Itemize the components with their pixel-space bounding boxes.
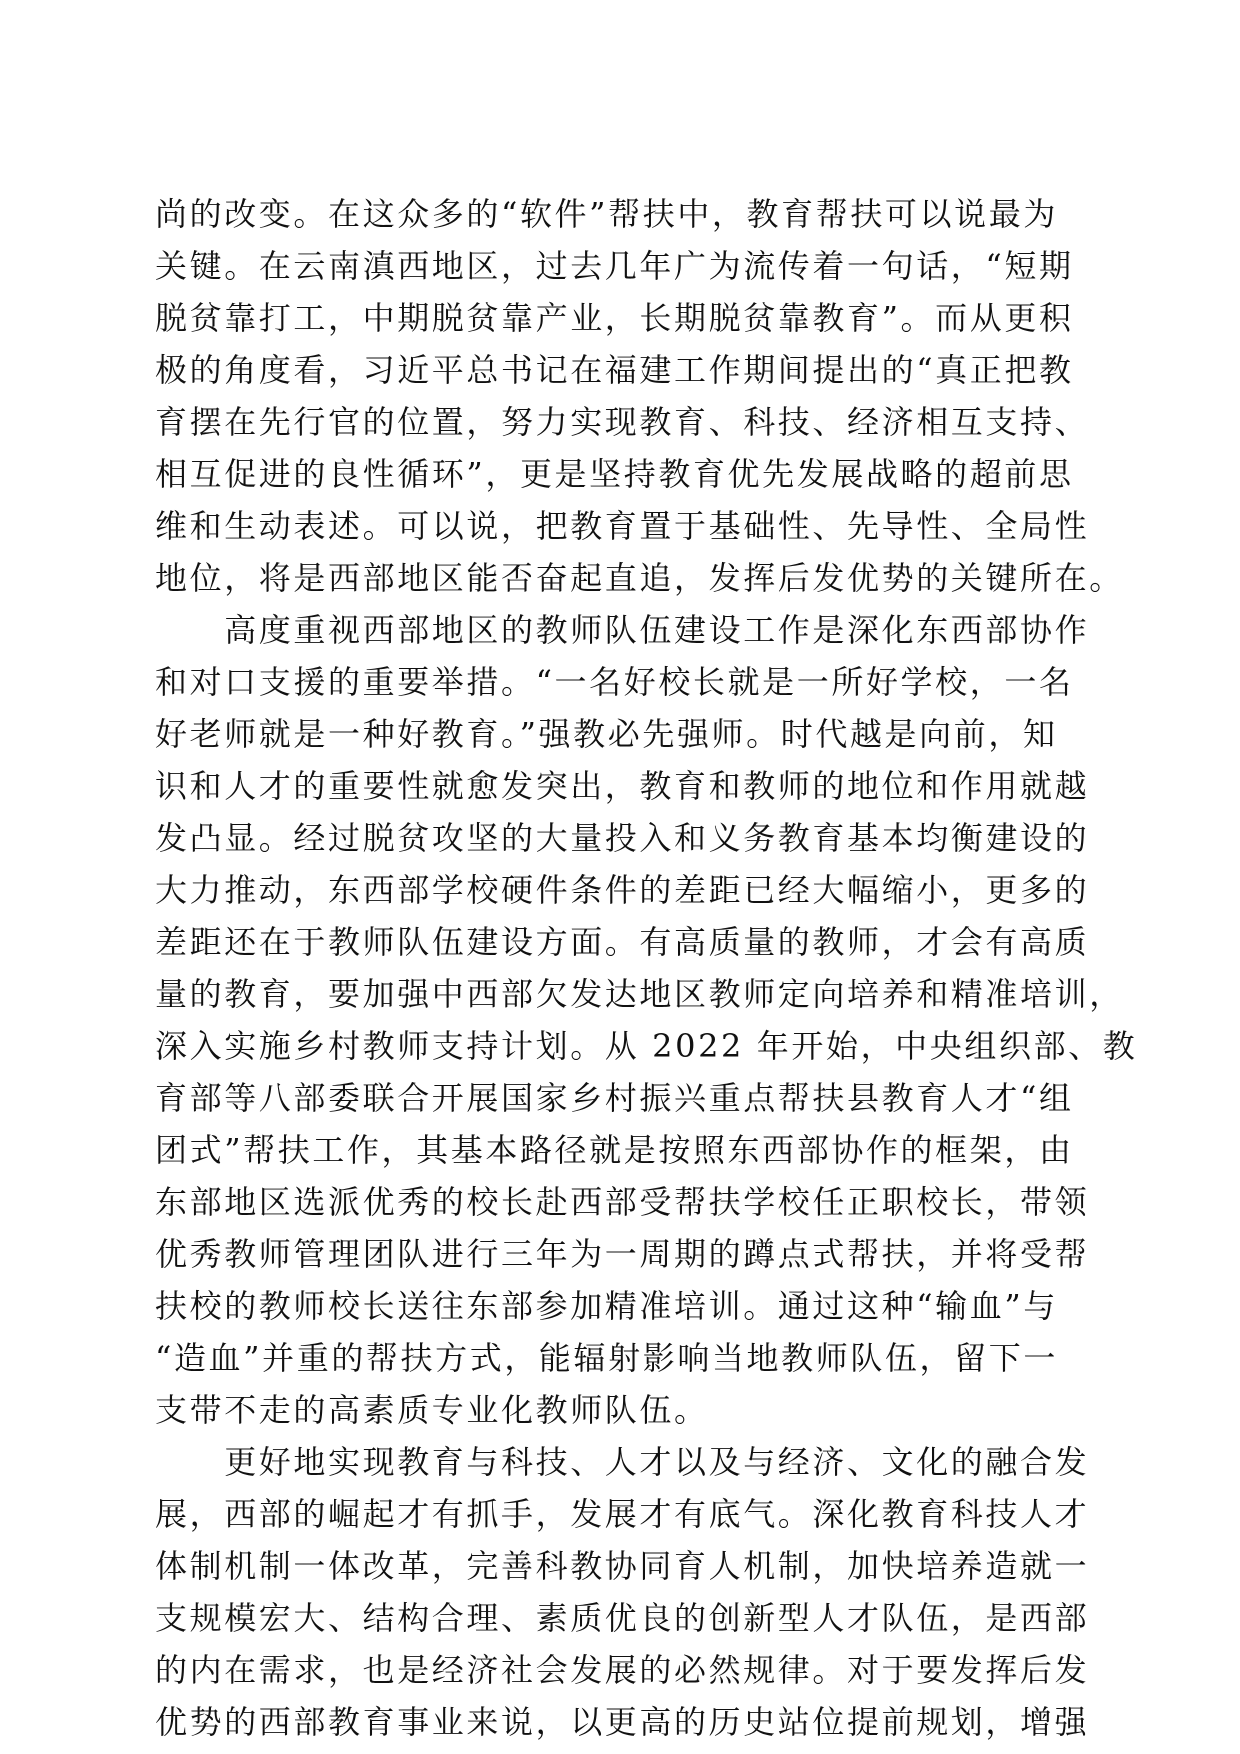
text-line: 育摆在先行官的位置，努力实现教育、科技、经济相互支持、 [155,403,1090,441]
text-line: 优势的西部教育事业来说，以更高的历史站位提前规划，增强 [155,1703,1090,1741]
text-line: 高度重视西部地区的教师队伍建设工作是深化东西部协作 [155,611,1090,649]
text-line: 更好地实现教育与科技、人才以及与经济、文化的融合发 [155,1443,1090,1481]
text-line: 识和人才的重要性就愈发突出，教育和教师的地位和作用就越 [155,767,1090,805]
text-line: 扶校的教师校长送往东部参加精准培训。通过这种“输血”与 [155,1287,1058,1325]
text-line: 支规模宏大、结构合理、素质优良的创新型人才队伍，是西部 [155,1599,1090,1637]
text-line: 支带不走的高素质专业化教师队伍。 [155,1391,709,1429]
text-line: 发凸显。经过脱贫攻坚的大量投入和义务教育基本均衡建设的 [155,819,1090,857]
text-line: 深入实施乡村教师支持计划。从 2022 年开始，中央组织部、教 [155,1027,1138,1065]
text-line: 东部地区选派优秀的校长赴西部受帮扶学校任正职校长，带领 [155,1183,1090,1221]
text-line: 量的教育，要加强中西部欠发达地区教师定向培养和精准培训， [155,975,1124,1013]
text-line: 和对口支援的重要举措。“一名好校长就是一所好学校，一名 [155,663,1074,701]
text-line: 关键。在云南滇西地区，过去几年广为流传着一句话，“短期 [155,247,1074,285]
text-line: 展，西部的崛起才有抓手，发展才有底气。深化教育科技人才 [155,1495,1090,1533]
text-line: 维和生动表述。可以说，把教育置于基础性、先导性、全局性 [155,507,1090,545]
text-line: 团式”帮扶工作，其基本路径就是按照东西部协作的框架，由 [155,1131,1074,1169]
text-line: 育部等八部委联合开展国家乡村振兴重点帮扶县教育人才“组 [155,1079,1074,1117]
text-line: 体制机制一体改革，完善科教协同育人机制，加快培养造就一 [155,1547,1090,1585]
text-line: 地位，将是西部地区能否奋起直追，发挥后发优势的关键所在。 [155,559,1124,597]
text-line: 的内在需求，也是经济社会发展的必然规律。对于要发挥后发 [155,1651,1090,1689]
text-line: 极的角度看，习近平总书记在福建工作期间提出的“真正把教 [155,351,1074,389]
body-text [155,188,1138,1748]
text-line: 好老师就是一种好教育。”强教必先强师。时代越是向前，知 [155,715,1058,753]
text-line: “造血”并重的帮扶方式，能辐射影响当地教师队伍，留下一 [155,1339,1058,1377]
text-line: 大力推动，东西部学校硬件条件的差距已经大幅缩小，更多的 [155,871,1090,909]
text-line: 优秀教师管理团队进行三年为一周期的蹲点式帮扶，并将受帮 [155,1235,1090,1273]
text-line: 尚的改变。在这众多的“软件”帮扶中，教育帮扶可以说最为 [155,195,1058,233]
text-line: 差距还在于教师队伍建设方面。有高质量的教师，才会有高质 [155,923,1090,961]
text-line: 相互促进的良性循环”，更是坚持教育优先发展战略的超前思 [155,455,1074,493]
text-line: 脱贫靠打工，中期脱贫靠产业，长期脱贫靠教育”。而从更积 [155,299,1074,337]
